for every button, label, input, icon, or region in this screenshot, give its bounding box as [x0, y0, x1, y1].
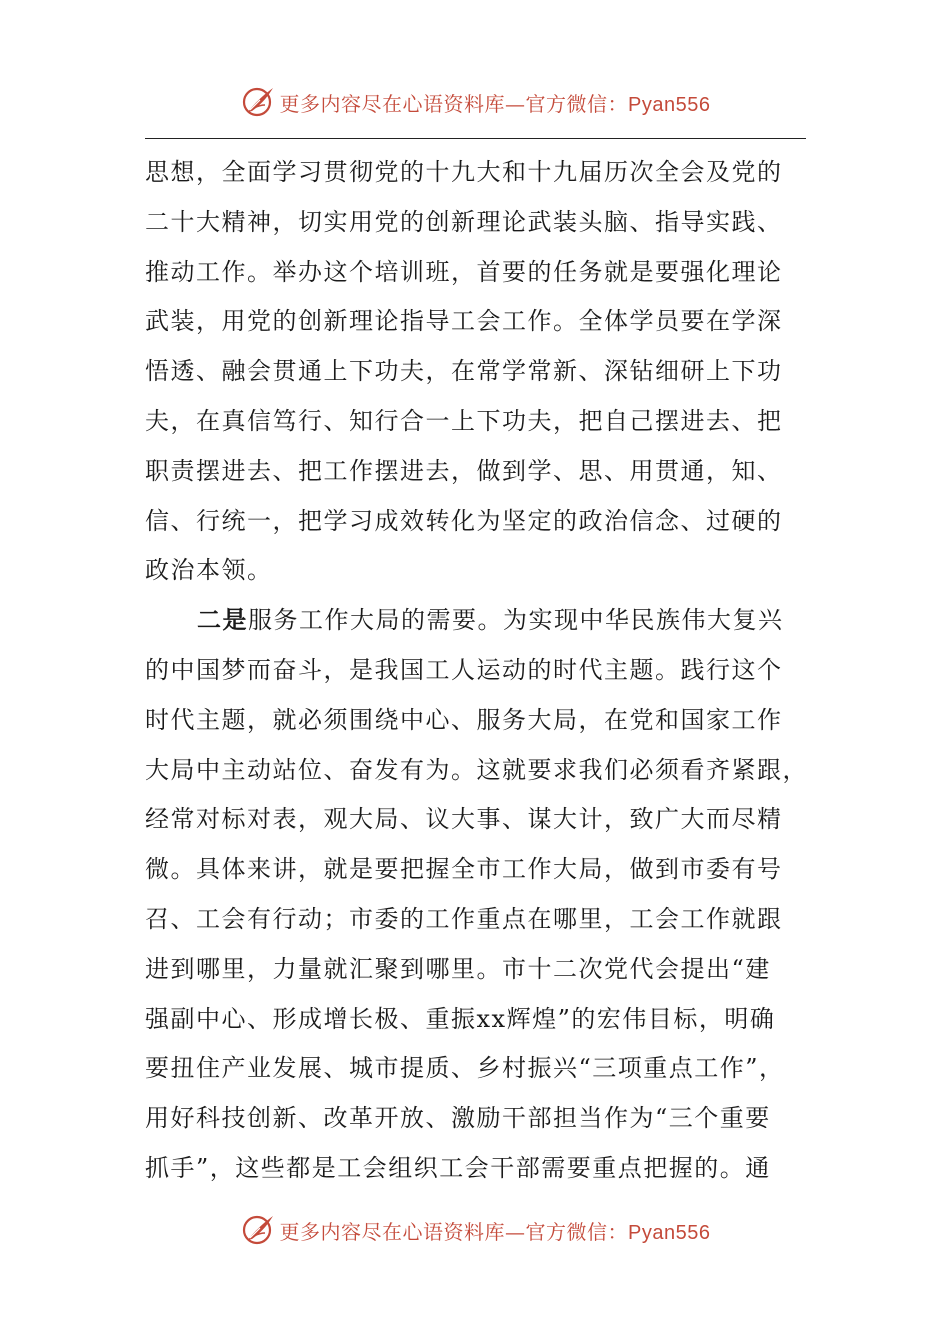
- header-banner: [0, 82, 950, 122]
- text-line: 的中国梦而奋斗，是我国工人运动的时代主题。践行这个: [145, 655, 783, 684]
- text-line: 微。具体来讲，就是要把握全市工作大局，做到市委有号: [145, 855, 783, 884]
- header-wechat-id: Pyan556: [628, 93, 711, 116]
- paragraph-2-first-line: [145, 596, 795, 646]
- text-line: 时代主题，就必须围绕中心、服务大局，在党和国家工作: [145, 705, 783, 734]
- text-line: 悟透、融会贯通上下功夫，在常学常新、深钻细研上下功: [145, 357, 783, 386]
- text-line: 强副中心、形成增长极、重振xx辉煌”的宏伟目标，明确: [145, 1004, 776, 1033]
- text-line: 大局中主动站位、奋发有为。这就要求我们必须看齐紧跟，: [145, 755, 808, 784]
- text-line: 推动工作。举办这个培训班，首要的任务就是要强化理论: [145, 257, 783, 286]
- footer-banner: [0, 1210, 950, 1250]
- text-line: 二十大精神，切实用党的创新理论武装头脑、指导实践、: [145, 207, 783, 236]
- text-line: 用好科技创新、改革开放、激励干部担当作为“三个重要: [145, 1104, 771, 1133]
- text-line: 抓手”，这些都是工会组织工会干部需要重点把握的。通: [145, 1153, 771, 1182]
- header-banner-text: 更多内容尽在心语资料库—官方微信：Pyan556: [279, 91, 711, 116]
- text-line: 信、行统一，把学习成效转化为坚定的政治信念、过硬的: [145, 506, 783, 535]
- text-line: 夫，在真信笃行、知行合一上下功夫，把自己摆进去、把: [145, 406, 783, 435]
- text-line: 要扭住产业发展、城市提质、乡村振兴“三项重点工作”，: [145, 1054, 785, 1083]
- paragraph-lead: 二是: [197, 606, 248, 635]
- text-line-rest: 服务工作大局的需要。为实现中华民族伟大复兴: [248, 606, 784, 635]
- footer-banner-text: 更多内容尽在心语资料库—官方微信：Pyan556: [279, 1219, 711, 1244]
- document-body: [145, 148, 808, 1194]
- text-line: 经常对标对表，观大局、议大事、谋大计，致广大而尽精: [145, 805, 783, 834]
- text-line: 进到哪里，力量就汇聚到哪里。市十二次党代会提出“建: [145, 954, 771, 983]
- quill-logo-icon: [240, 84, 276, 120]
- footer-wechat-id: Pyan556: [628, 1221, 711, 1244]
- text-line: 召、工会有行动；市委的工作重点在哪里，工会工作就跟: [145, 904, 783, 933]
- text-line: 武装，用党的创新理论指导工会工作。全体学员要在学深: [145, 307, 783, 336]
- header-divider: [145, 138, 806, 139]
- text-line: 职责摆进去、把工作摆进去，做到学、思、用贯通，知、: [145, 456, 783, 485]
- text-line: 思想，全面学习贯彻党的十九大和十九届历次全会及党的: [145, 158, 783, 186]
- quill-logo-icon: [240, 1212, 276, 1248]
- text-line: 政治本领。: [145, 556, 273, 585]
